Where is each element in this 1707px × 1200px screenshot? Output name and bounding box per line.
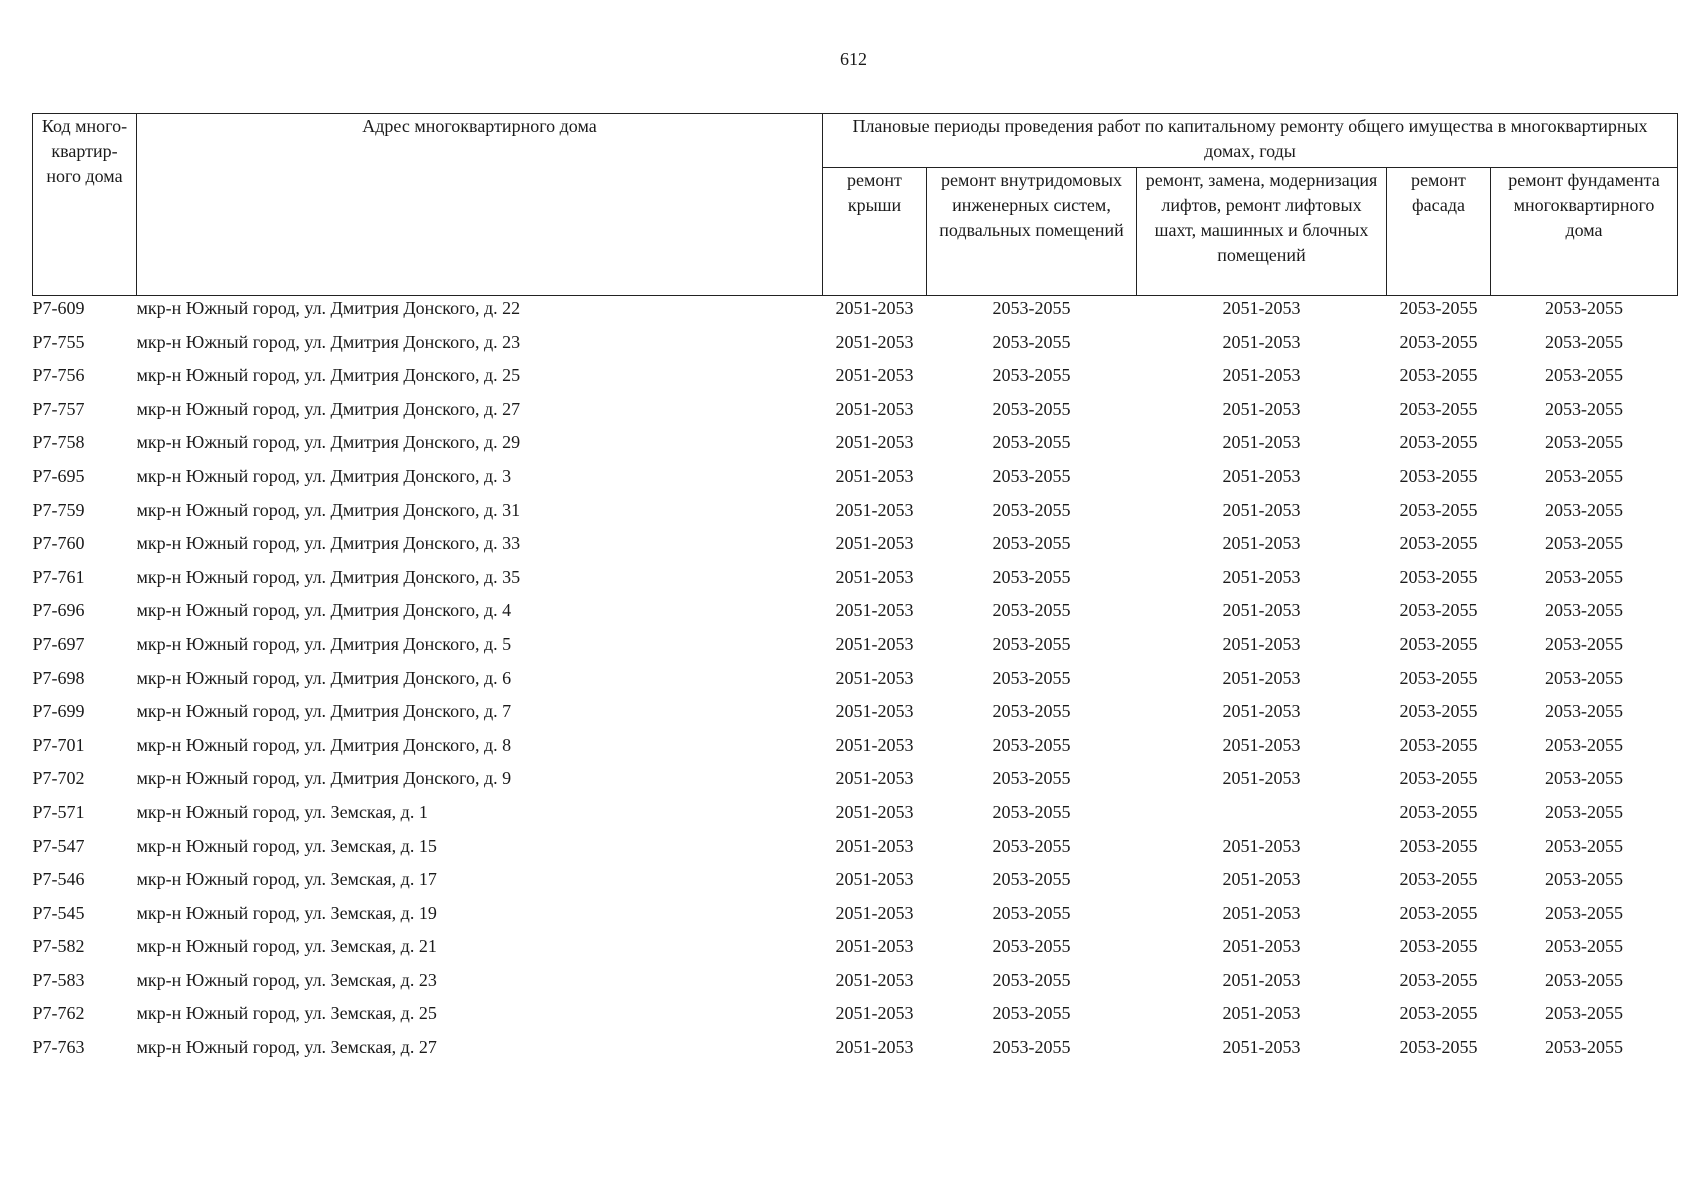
cell-roof: 2051-2053 <box>835 499 914 520</box>
cell-foundation: 2053-2055 <box>1545 869 1623 890</box>
cell-facade: 2053-2055 <box>1399 365 1478 386</box>
cell-foundation: 2053-2055 <box>1545 969 1623 990</box>
table-row <box>33 365 1678 399</box>
cell-lifts: 2051-2053 <box>1222 600 1301 621</box>
cell-roof: 2051-2053 <box>835 465 914 486</box>
cell-systems: 2053-2055 <box>992 365 1071 386</box>
cell-systems: 2053-2055 <box>992 701 1071 722</box>
cell-foundation: 2053-2055 <box>1545 734 1623 755</box>
repair-schedule-table <box>32 113 1678 1071</box>
table-row <box>33 567 1678 601</box>
cell-code: Р7-759 <box>32 499 85 520</box>
cell-facade: 2053-2055 <box>1399 768 1478 789</box>
page-number: 612 <box>840 49 867 69</box>
header-foundation-repair: ремонт фундамента многоквартирного дома <box>1491 168 1678 296</box>
cell-facade: 2053-2055 <box>1399 633 1478 654</box>
cell-roof: 2051-2053 <box>835 835 914 856</box>
cell-code: Р7-699 <box>32 701 85 722</box>
cell-facade: 2053-2055 <box>1399 936 1478 957</box>
cell-foundation: 2053-2055 <box>1545 633 1623 654</box>
cell-address: мкр-н Южный город, ул. Дмитрия Донского, д. 7 <box>136 701 512 722</box>
cell-facade: 2053-2055 <box>1399 969 1478 990</box>
cell-code: Р7-756 <box>32 365 85 386</box>
cell-address: мкр-н Южный город, ул. Дмитрия Донского, д. 29 <box>136 432 521 453</box>
cell-roof: 2051-2053 <box>835 734 914 755</box>
table-row <box>33 668 1678 702</box>
cell-systems: 2053-2055 <box>992 298 1071 318</box>
cell-lifts: 2051-2053 <box>1222 902 1301 923</box>
cell-lifts: 2051-2053 <box>1222 365 1301 386</box>
cell-lifts: 2051-2053 <box>1222 835 1301 856</box>
cell-roof: 2051-2053 <box>835 298 914 318</box>
header-planned-periods: Плановые периоды проведения работ по капитальному ремонту общего имущества в многоквартирных домах, годы <box>823 114 1678 168</box>
cell-code: Р7-547 <box>32 835 85 856</box>
table-row <box>33 1037 1678 1071</box>
cell-roof: 2051-2053 <box>835 869 914 890</box>
cell-roof: 2051-2053 <box>835 600 914 621</box>
cell-foundation: 2053-2055 <box>1545 701 1623 722</box>
cell-roof: 2051-2053 <box>835 331 914 352</box>
cell-address: мкр-н Южный город, ул. Дмитрия Донского, д. 22 <box>136 298 521 318</box>
cell-lifts: 2051-2053 <box>1222 667 1301 688</box>
cell-foundation: 2053-2055 <box>1545 499 1623 520</box>
cell-code: Р7-757 <box>32 398 85 419</box>
cell-code: Р7-545 <box>32 902 85 923</box>
cell-lifts <box>1137 802 1387 836</box>
cell-systems: 2053-2055 <box>992 1003 1071 1024</box>
cell-code: Р7-546 <box>32 869 85 890</box>
cell-roof: 2051-2053 <box>835 701 914 722</box>
cell-systems: 2053-2055 <box>992 801 1071 822</box>
cell-facade: 2053-2055 <box>1399 398 1478 419</box>
table-row <box>33 903 1678 937</box>
cell-code: Р7-697 <box>32 633 85 654</box>
cell-lifts: 2051-2053 <box>1222 1037 1301 1058</box>
table-row <box>33 634 1678 668</box>
cell-systems: 2053-2055 <box>992 533 1071 554</box>
cell-lifts: 2051-2053 <box>1222 1003 1301 1024</box>
cell-roof: 2051-2053 <box>835 768 914 789</box>
table-row <box>33 600 1678 634</box>
cell-systems: 2053-2055 <box>992 869 1071 890</box>
cell-address: мкр-н Южный город, ул. Земская, д. 15 <box>136 835 437 856</box>
cell-address: мкр-н Южный город, ул. Дмитрия Донского, д. 27 <box>136 398 521 419</box>
cell-facade: 2053-2055 <box>1399 667 1478 688</box>
cell-systems: 2053-2055 <box>992 667 1071 688</box>
cell-foundation: 2053-2055 <box>1545 398 1623 419</box>
cell-address: мкр-н Южный город, ул. Дмитрия Донского, д. 25 <box>136 365 521 386</box>
cell-code: Р7-583 <box>32 969 85 990</box>
cell-foundation: 2053-2055 <box>1545 801 1623 822</box>
cell-foundation: 2053-2055 <box>1545 835 1623 856</box>
cell-address: мкр-н Южный город, ул. Дмитрия Донского, д. 33 <box>136 533 521 554</box>
cell-lifts: 2051-2053 <box>1222 499 1301 520</box>
cell-facade: 2053-2055 <box>1399 1003 1478 1024</box>
table-row <box>33 533 1678 567</box>
cell-roof: 2051-2053 <box>835 566 914 587</box>
cell-lifts: 2051-2053 <box>1222 533 1301 554</box>
cell-lifts: 2051-2053 <box>1222 331 1301 352</box>
cell-code: Р7-609 <box>32 298 85 318</box>
cell-systems: 2053-2055 <box>992 633 1071 654</box>
cell-roof: 2051-2053 <box>835 969 914 990</box>
cell-systems: 2053-2055 <box>992 398 1071 419</box>
cell-code: Р7-701 <box>32 734 85 755</box>
cell-systems: 2053-2055 <box>992 835 1071 856</box>
cell-address: мкр-н Южный город, ул. Земская, д. 17 <box>136 869 437 890</box>
table-row <box>33 970 1678 1004</box>
cell-roof: 2051-2053 <box>835 432 914 453</box>
table-row <box>33 768 1678 802</box>
table-row <box>33 500 1678 534</box>
table-row <box>33 332 1678 366</box>
cell-systems: 2053-2055 <box>992 768 1071 789</box>
cell-lifts: 2051-2053 <box>1222 298 1301 318</box>
cell-systems: 2053-2055 <box>992 600 1071 621</box>
cell-systems: 2053-2055 <box>992 902 1071 923</box>
cell-address: мкр-н Южный город, ул. Земская, д. 25 <box>136 1003 437 1024</box>
cell-facade: 2053-2055 <box>1399 902 1478 923</box>
cell-facade: 2053-2055 <box>1399 331 1478 352</box>
cell-foundation: 2053-2055 <box>1545 465 1623 486</box>
cell-code: Р7-761 <box>32 566 85 587</box>
header-address: Адрес многоквартирного дома <box>137 114 823 296</box>
cell-lifts: 2051-2053 <box>1222 734 1301 755</box>
cell-foundation: 2053-2055 <box>1545 902 1623 923</box>
cell-lifts: 2051-2053 <box>1222 566 1301 587</box>
cell-code: Р7-758 <box>32 432 85 453</box>
cell-foundation: 2053-2055 <box>1545 1003 1623 1024</box>
cell-code: Р7-755 <box>32 331 85 352</box>
cell-lifts: 2051-2053 <box>1222 869 1301 890</box>
cell-systems: 2053-2055 <box>992 465 1071 486</box>
cell-address: мкр-н Южный город, ул. Дмитрия Донского, д. 4 <box>136 600 512 621</box>
cell-facade: 2053-2055 <box>1399 465 1478 486</box>
cell-systems: 2053-2055 <box>992 1037 1071 1058</box>
cell-lifts: 2051-2053 <box>1222 768 1301 789</box>
cell-address: мкр-н Южный город, ул. Земская, д. 27 <box>136 1037 437 1058</box>
table-row <box>33 735 1678 769</box>
cell-systems: 2053-2055 <box>992 432 1071 453</box>
cell-address: мкр-н Южный город, ул. Дмитрия Донского, д. 6 <box>136 667 512 688</box>
cell-facade: 2053-2055 <box>1399 1037 1478 1058</box>
cell-roof: 2051-2053 <box>835 398 914 419</box>
cell-code: Р7-698 <box>32 667 85 688</box>
cell-address: мкр-н Южный город, ул. Земская, д. 23 <box>136 969 437 990</box>
cell-address: мкр-н Южный город, ул. Дмитрия Донского, д. 23 <box>136 331 521 352</box>
cell-address: мкр-н Южный город, ул. Дмитрия Донского, д. 3 <box>136 465 512 486</box>
cell-roof: 2051-2053 <box>835 1037 914 1058</box>
table-row <box>33 466 1678 500</box>
cell-foundation: 2053-2055 <box>1545 600 1623 621</box>
cell-foundation: 2053-2055 <box>1545 331 1623 352</box>
cell-lifts: 2051-2053 <box>1222 398 1301 419</box>
cell-facade: 2053-2055 <box>1399 566 1478 587</box>
cell-roof: 2051-2053 <box>835 1003 914 1024</box>
cell-code: Р7-762 <box>32 1003 85 1024</box>
cell-address: мкр-н Южный город, ул. Земская, д. 19 <box>136 902 437 923</box>
cell-facade: 2053-2055 <box>1399 499 1478 520</box>
cell-systems: 2053-2055 <box>992 734 1071 755</box>
cell-code: Р7-763 <box>32 1037 85 1058</box>
table-row <box>33 399 1678 433</box>
cell-roof: 2051-2053 <box>835 667 914 688</box>
cell-roof: 2051-2053 <box>835 633 914 654</box>
cell-address: мкр-н Южный город, ул. Земская, д. 1 <box>136 801 428 822</box>
cell-lifts: 2051-2053 <box>1222 701 1301 722</box>
cell-roof: 2051-2053 <box>835 365 914 386</box>
cell-lifts: 2051-2053 <box>1222 432 1301 453</box>
cell-facade: 2053-2055 <box>1399 734 1478 755</box>
cell-address: мкр-н Южный город, ул. Дмитрия Донского, д. 8 <box>136 734 512 755</box>
cell-code: Р7-760 <box>32 533 85 554</box>
table-row <box>33 869 1678 903</box>
cell-systems: 2053-2055 <box>992 969 1071 990</box>
cell-roof: 2051-2053 <box>835 902 914 923</box>
header-systems-repair: ремонт внутридомовых инженерных систем, подвальных помещений <box>927 168 1137 296</box>
cell-code: Р7-582 <box>32 936 85 957</box>
cell-lifts: 2051-2053 <box>1222 936 1301 957</box>
cell-facade: 2053-2055 <box>1399 701 1478 722</box>
cell-facade: 2053-2055 <box>1399 835 1478 856</box>
table-row <box>33 802 1678 836</box>
table-row <box>33 936 1678 970</box>
cell-facade: 2053-2055 <box>1399 869 1478 890</box>
header-roof-repair: ремонт крыши <box>823 168 927 296</box>
header-lifts-repair: ремонт, замена, модернизация лифтов, ремонт лифтовых шахт, машинных и блочных помещений <box>1137 168 1387 296</box>
cell-foundation: 2053-2055 <box>1545 1037 1623 1058</box>
header-code: Код много-квартир-ного дома <box>33 114 137 296</box>
table-row <box>33 836 1678 870</box>
cell-address: мкр-н Южный город, ул. Дмитрия Донского, д. 31 <box>136 499 521 520</box>
cell-code: Р7-695 <box>32 465 85 486</box>
table-row <box>33 432 1678 466</box>
cell-code: Р7-571 <box>32 801 85 822</box>
cell-foundation: 2053-2055 <box>1545 667 1623 688</box>
cell-roof: 2051-2053 <box>835 936 914 957</box>
cell-foundation: 2053-2055 <box>1545 566 1623 587</box>
cell-lifts: 2051-2053 <box>1222 633 1301 654</box>
table-row <box>33 1003 1678 1037</box>
cell-lifts: 2051-2053 <box>1222 465 1301 486</box>
cell-foundation: 2053-2055 <box>1545 432 1623 453</box>
header-facade-repair: ремонт фасада <box>1387 168 1491 296</box>
cell-code: Р7-696 <box>32 600 85 621</box>
table-row <box>33 701 1678 735</box>
cell-systems: 2053-2055 <box>992 331 1071 352</box>
cell-foundation: 2053-2055 <box>1545 298 1623 318</box>
cell-systems: 2053-2055 <box>992 936 1071 957</box>
cell-roof: 2051-2053 <box>835 533 914 554</box>
table-header <box>33 114 1678 296</box>
table-row <box>33 296 1678 332</box>
cell-foundation: 2053-2055 <box>1545 533 1623 554</box>
cell-facade: 2053-2055 <box>1399 600 1478 621</box>
cell-facade: 2053-2055 <box>1399 801 1478 822</box>
cell-systems: 2053-2055 <box>992 499 1071 520</box>
cell-code: Р7-702 <box>32 768 85 789</box>
cell-systems: 2053-2055 <box>992 566 1071 587</box>
cell-address: мкр-н Южный город, ул. Дмитрия Донского, д. 35 <box>136 566 521 587</box>
cell-facade: 2053-2055 <box>1399 533 1478 554</box>
cell-roof: 2051-2053 <box>835 801 914 822</box>
cell-foundation: 2053-2055 <box>1545 936 1623 957</box>
cell-address: мкр-н Южный город, ул. Дмитрия Донского, д. 9 <box>136 768 512 789</box>
cell-address: мкр-н Южный город, ул. Земская, д. 21 <box>136 936 437 957</box>
table-body <box>33 296 1678 1071</box>
cell-lifts: 2051-2053 <box>1222 969 1301 990</box>
cell-facade: 2053-2055 <box>1399 432 1478 453</box>
cell-foundation: 2053-2055 <box>1545 768 1623 789</box>
cell-address: мкр-н Южный город, ул. Дмитрия Донского, д. 5 <box>136 633 512 654</box>
cell-facade: 2053-2055 <box>1399 298 1478 318</box>
cell-foundation: 2053-2055 <box>1545 365 1623 386</box>
